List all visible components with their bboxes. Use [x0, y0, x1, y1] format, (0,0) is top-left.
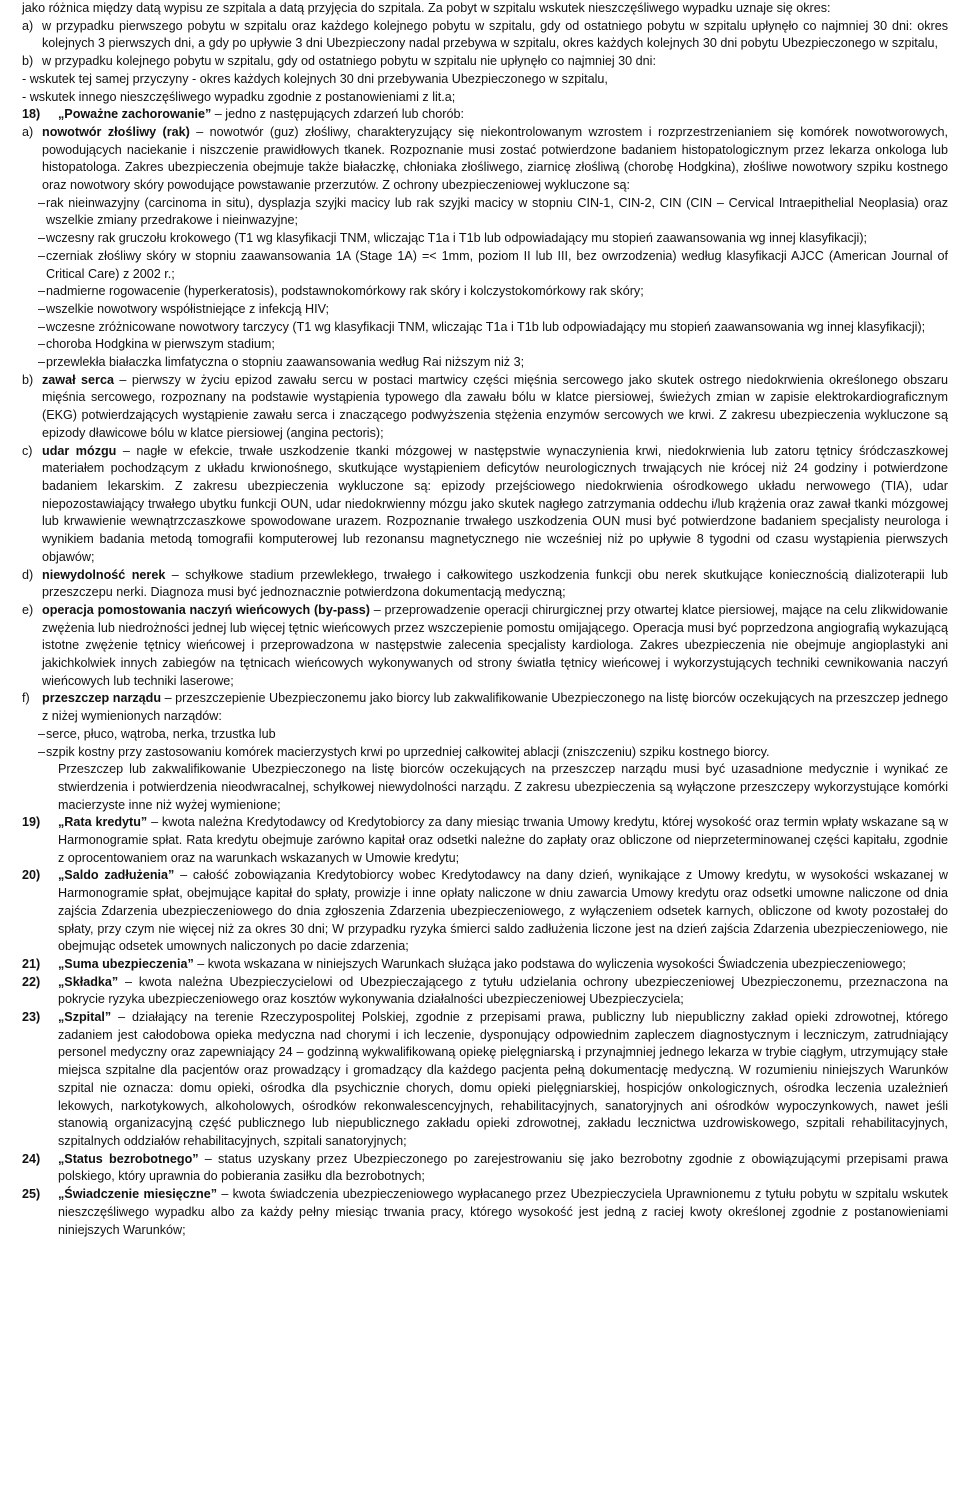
definition-number: 21) — [22, 956, 41, 971]
exclusion-item — [22, 195, 948, 230]
sub-term: niewydolność nerek — [42, 567, 166, 582]
exclusion-item — [22, 336, 948, 354]
exclusion-item — [22, 354, 948, 372]
dash-bullet: – — [38, 744, 46, 759]
organ-text: serce, płuco, wątroba, nerka, trzustka lub — [46, 726, 276, 741]
definition-text: – jedno z następujących zdarzeń lub chorób: — [211, 107, 465, 122]
transplant-note: Przeszczep lub zakwalifikowanie Ubezpieczonego na listę biorców oczekujących na przeszczep narządu musi być uzasadnione medycznie i wynikać ze stwierdzenia i potwierdzenia nieodwracalnej, schyłkowej niewydolności narządu. Z zakresu ubezpieczenia są wyłączone przeszczepy wykorzystujące komórki macierzyste inne niż wyżej wymienione; — [58, 762, 948, 812]
illness-cancer — [22, 124, 948, 195]
clause-b-sub-1: - wskutek tej samej przyczyny - okres każdych kolejnych 30 dni przebywania Ubezpieczonego w szpitalu, — [22, 71, 608, 86]
illness-stroke — [22, 443, 948, 567]
organ-text: szpik kostny przy zastosowaniu komórek macierzystych krwi po uprzedniej całkowitej ablacji (zniszczeniu) szpiku kostnego biorcy. — [46, 744, 770, 759]
definition-21 — [22, 956, 948, 974]
sub-text: – przeszczepienie Ubezpieczonemu jako biorcy lub zakwalifikowanie Ubezpieczonego na listę biorców oczekujących na przeszczep jednego z niżej wymienionych narządów: — [42, 691, 948, 724]
sub-term: udar mózgu — [42, 443, 117, 458]
exclusion-item — [22, 230, 948, 248]
illness-transplant — [22, 690, 948, 725]
definition-text: – działający na terenie Rzeczypospolitej Polskiej, zgodnie z przepisami prawa, publiczny lub niepubliczny zakład opieki zdrowotnej, którego zadaniem jest całodobowa opieka medyczna nad chorymi i ich leczenie, dysponujący odpowiednim zapleczem diagnostycznym i leczniczym, zatrudniający personel medyczny oraz zapewniający 24 – godzinną wykwalifikowaną opiekę pielęgniarską i przynajmniej jednego lekarza w trybie ciągłym, utrzymujący stałe miejsca szpitalne dla pacjentów oraz prowadzący i gromadzący dla każdego pacjenta pełną dokumentację medyczną. W rozumieniu niniejszych Warunków szpital nie oznacza: domu opieki, ośrodka dla psychicznie chorych, domu opieki pielęgniarskiej, hospicjów onkologicznych, ośrodka leczenia uzależnień lekowych, narkotykowych, alkoholowych, ośrodków rekonwalescencyjnych, rehabilitacyjnych, sanatoryjnych ani ośrodków wypoczynkowych, nawet jeśli stanowią organizacyjną część publicznego lub niepublicznego zakładu opieki zdrowotnej, zakładu lecznictwa uzdrowiskowego, szpitali rehabilitacyjnych, szpitalnych oddziałów rehabilitacyjnych, szpitali sanatoryjnych; — [58, 1010, 948, 1148]
definition-number: 23) — [22, 1010, 41, 1025]
definition-23 — [22, 1009, 948, 1151]
definition-22 — [22, 974, 948, 1009]
definition-text: – status uzyskany przez Ubezpieczonego po zarejestrowaniu się jako bezrobotny zgodnie z obowiązującymi przepisami prawa polskiego, który uprawnia do pobierania zasiłku dla bezrobotnych; — [58, 1151, 948, 1184]
clause-label: b) — [22, 54, 34, 69]
exclusion-item — [22, 319, 948, 337]
sub-label: e) — [22, 602, 34, 617]
hospital-clause-a — [22, 18, 948, 53]
sub-text: – przeprowadzenie operacji chirurgicznej przy otwartej klatce piersiowej, mające na celu zlikwidowanie zwężenia lub niedrożności jednej lub więcej tętnic wieńcowych przez wszczepienie pomostu omijającego. Operacja musi być poprzedzona angiografią wykazującą istotne zwężenie tętnicy wieńcowej i przeprowadzona w następstwie zalecenia specjalisty kardiologa. Zakres ubezpieczenia nie obejmuje angioplastyki ani jakichkolwiek innych zabiegów na tętnicach wieńcowych wykonywanych od strony światła tętnicy wieńcowej i wykorzystujących techniki cewnikowania naczyń wieńcowych lub techniki laserowe; — [42, 602, 948, 688]
intro-paragraph: jako różnica między datą wypisu ze szpitala a datą przyjęcia do szpitala. Za pobyt w szpitalu wskutek nieszczęśliwego wypadku uznaje się okres: — [22, 1, 831, 15]
exclusion-text: wszelkie nowotwory współistniejące z infekcją HIV; — [46, 301, 330, 316]
sub-text: – nagłe w efekcie, trwałe uszkodzenie tkanki mózgowej w następstwie wynaczynienia krwi, niedokrwienia lub zatoru tętnicy śródczaszkowej materiałem pochodzącym z układu krwionośnego, skutkujące wystąpieniem deficytów neurologicznych trwających nie krócej niż 24 godziny i potwierdzone badaniem lekarskim. Z zakresu ubezpieczenia wykluczone są: epizody przejściowego niedokrwienia ośrodkowego układu nerwowego (TIA), udar niepozostawiający trwałego ubytku funkcji OUN, udar niedokrwienny mózgu jako skutek nagłego zatrzymania oddechu i/lub krążenia oraz zawał tkanki mózgowej lub krwawienie wewnątrzczaszkowe spowodowane urazem. Rozpoznanie trwałego uszkodzenia OUN musi być potwierdzone badaniem specjalisty neurologa i wynikiem badania metodą tomografii komputerowej lub rezonansu magnetycznego nie wcześniej niż po upływie 8 tygodni od czasu wystąpienia pierwszych objawów; — [42, 443, 948, 564]
dash-bullet: – — [38, 231, 46, 246]
exclusion-text: rak nieinwazyjny (carcinoma in situ), dysplazja szyjki macicy lub rak szyjki macicy w stopniu CIN-1, CIN-2, CIN (CIN – Cervical Intraepithelial Neoplasia) oraz wszelkie zmiany przedrakowe i nieinwazyjne; — [46, 195, 948, 228]
clause-b-sub-2: - wskutek innego nieszczęśliwego wypadku zgodnie z postanowieniami z lit.a; — [22, 89, 456, 104]
definition-20 — [22, 867, 948, 956]
dash-bullet: – — [38, 284, 46, 299]
sub-label: a) — [22, 124, 34, 139]
definition-number: 22) — [22, 974, 41, 989]
illness-bypass — [22, 602, 948, 691]
illness-heart-attack — [22, 372, 948, 443]
definition-25 — [22, 1186, 948, 1239]
definition-text: – kwota wskazana w niniejszych Warunkach służąca jako podstawa do wyliczenia wysokości Świadczenia ubezpieczeniowego; — [193, 956, 906, 971]
sub-term: zawał serca — [42, 372, 114, 387]
definition-number: 24) — [22, 1151, 41, 1166]
definition-number: 25) — [22, 1187, 41, 1202]
sub-label: b) — [22, 372, 34, 387]
exclusion-text: wczesny rak gruczołu krokowego (T1 wg klasyfikacji TNM, wliczając T1a i T1b lub odpowiadający mu stopień zaawansowania wg innej klasyfikacji); — [46, 231, 868, 246]
definition-term: „Składka” — [58, 974, 119, 989]
definition-term: „Szpital” — [58, 1010, 112, 1025]
definition-number: 19) — [22, 815, 41, 830]
sub-term: operacja pomostowania naczyń wieńcowych (by-pass) — [42, 602, 370, 617]
exclusion-item — [22, 301, 948, 319]
dash-bullet: – — [38, 248, 46, 263]
sub-text: – schyłkowe stadium przewlekłego, trwałego i całkowitego uszkodzenia funkcji obu nerek skutkujące koniecznością dializoterapii lub przeszczepu nerki. Diagnoza musi być jednoznacznie potwierdzona dokumentacją medyczną; — [42, 567, 948, 600]
definition-term: „Status bezrobotnego” — [58, 1151, 199, 1166]
sub-text: – nowotwór (guz) złośliwy, charakteryzujący się niekontrolowanym wzrostem i rozprzestrzenianiem się komórek nowotworowych, powodujących naciekanie i niszczenie prawidłowych tkanek. Rozpoznanie musi zostać potwierdzone badaniem histopatologicznym przez lekarza onkologa lub histopatologa. Zakres ubezpieczenia obejmuje także białaczkę, chłoniaka złośliwego, ziarnicę złośliwą (chorobę Hodgkina), złośliwe nowotwory szpiku kostnego oraz nowotwory skóry powodujące powstawanie przerzutów. Z ochrony ubezpieczeniowej wykluczone są: — [42, 124, 949, 193]
dash-bullet: – — [38, 337, 46, 352]
dash-bullet: – — [38, 319, 46, 334]
definition-term: „Świadczenie miesięczne” — [58, 1187, 218, 1202]
sub-term: nowotwór złośliwy (rak) — [42, 124, 190, 139]
exclusion-text: czerniak złośliwy skóry w stopniu zaawansowania 1A (Stage 1A) =< 1mm, poziom II lub III, bez owrzodzenia) według klasyfikacji AJCC (American Journal of Critical Care) z 2002 r.; — [46, 248, 948, 281]
definition-19 — [22, 814, 948, 867]
definition-text: – kwota należna Kredytodawcy od Kredytobiorcy za dany miesiąc trwania Umowy kredytu, której wysokość oraz termin wpłaty wskazane są w Harmonogramie spłat. Rata kredytu obejmuje zarówno kapitał oraz odsetki należne do zapłaty oraz obliczone od nieprzeterminowanej części kapitału, zgodnie z oprocentowaniem oraz na warunkach wskazanych w Umowie kredytu; — [58, 815, 948, 865]
organ-item — [22, 726, 948, 744]
definition-18 — [22, 106, 948, 124]
illness-kidney-failure — [22, 567, 948, 602]
dash-bullet: – — [38, 355, 46, 370]
hospital-clause-b — [22, 53, 948, 71]
definition-term: „Poważne zachorowanie” — [58, 107, 212, 122]
sub-label: c) — [22, 443, 33, 458]
exclusion-item — [22, 283, 948, 301]
clause-text: w przypadku kolejnego pobytu w szpitalu, gdy od ostatniego pobytu w szpitalu nie upłynęło co najmniej 30 dni: — [42, 54, 656, 69]
exclusion-text: wczesne zróżnicowane nowotwory tarczycy (T1 wg klasyfikacji TNM, wliczając T1a i T1b lub odpowiadający mu stopień zaawansowania wg innej klasyfikacji); — [46, 319, 926, 334]
clause-label: a) — [22, 18, 34, 33]
dash-bullet: – — [38, 195, 46, 210]
organ-item — [22, 744, 948, 762]
dash-bullet: – — [38, 301, 46, 316]
exclusion-item — [22, 248, 948, 283]
definition-term: „Rata kredytu” — [58, 815, 148, 830]
clause-text: w przypadku pierwszego pobytu w szpitalu oraz każdego kolejnego pobytu w szpitalu, gdy od ostatniego pobytu w szpitalu upłynęło co najmniej 30 dni: okres kolejnych 3 pierwszych dni, a gdy po upływie 3 dni Ubezpieczony nadal przebywa w szpitalu, okres każdych kolejnych 30 dni pobytu Ubezpieczonego w szpitalu, — [42, 18, 948, 51]
exclusion-text: choroba Hodgkina w pierwszym stadium; — [46, 337, 275, 352]
sub-text: – pierwszy w życiu epizod zawału sercu w postaci martwicy części mięśnia sercowego jako skutek ostrego niedokrwienia określonego obszaru mięśnia sercowego, rozpoznany na podstawie wystąpienia typowego dla zawału bólu w klatce piersiowej, świeżych zmian w zapisie elektrokardiograficznym (EKG) potwierdzających wystąpienie zawału serca i znaczącego podwyższenia stężenia enzymów sercowych we krwi. Z zakresu ubezpieczenia wykluczone są epizody dławicowe bólu w klatce piersiowej (angina pectoris); — [42, 372, 948, 440]
definition-text: – kwota świadczenia ubezpieczeniowego wypłacanego przez Ubezpieczyciela Uprawnionemu z tytułu pobytu w szpitalu wskutek nieszczęśliwego wypadku albo za każdy pełny miesiąc trwania pracy, którego wysokość jest jedną z raciej kwoty określonej zgodnie z postanowieniami niniejszych Warunków; — [58, 1187, 948, 1237]
dash-bullet: – — [38, 726, 46, 741]
definition-24 — [22, 1151, 948, 1186]
definition-text: – kwota należna Ubezpieczycielowi od Ubezpieczającego z tytułu udzielania ochrony ubezpieczeniowej Ubezpieczonemu, przeznaczona na pokrycie ryzyka ubezpieczeniowego oraz kosztów wykonywania działalności ubezpieczeniowej Ubezpieczyciela; — [58, 974, 948, 1007]
definition-text: – całość zobowiązania Kredytobiorcy wobec Kredytodawcy na dany dzień, wynikające z Umowy kredytu, w wysokości wskazanej w Harmonogramie spłat, obejmujące kapitał do spłaty, prowizje i inne opłaty naliczone w dniu zawarcia Umowy kredytu oraz odsetki umowne naliczone od dnia zajścia Zdarzenia ubezpieczeniowego do dnia zgłoszenia Zdarzenia ubezpieczeniowego, z wyłączeniem odsetek karnych, obliczone od kwoty pozostałej do spłaty, przy czym nie więcej niż za okres 30 dni; W przypadku ryzyka śmierci saldo zadłużenia liczone jest na dzień zajścia Zdarzenia ubezpieczeniowego, nie obejmując odsetek umownych naliczonych po dacie zdarzenia; — [58, 868, 948, 954]
definition-number: 20) — [22, 868, 41, 883]
sub-label: d) — [22, 567, 34, 582]
sub-label: f) — [22, 691, 30, 706]
exclusion-text: nadmierne rogowacenie (hyperkeratosis), podstawnokomórkowy rak skóry i kolczystokomórkowy rak skóry; — [46, 284, 644, 299]
exclusion-text: przewlekła białaczka limfatyczna o stopniu zaawansowania według Rai niższym niż 3; — [46, 355, 525, 370]
definition-number: 18) — [22, 107, 41, 122]
sub-term: przeszczep narządu — [42, 691, 162, 706]
definition-term: „Saldo zadłużenia” — [58, 868, 175, 883]
definition-term: „Suma ubezpieczenia” — [58, 956, 194, 971]
